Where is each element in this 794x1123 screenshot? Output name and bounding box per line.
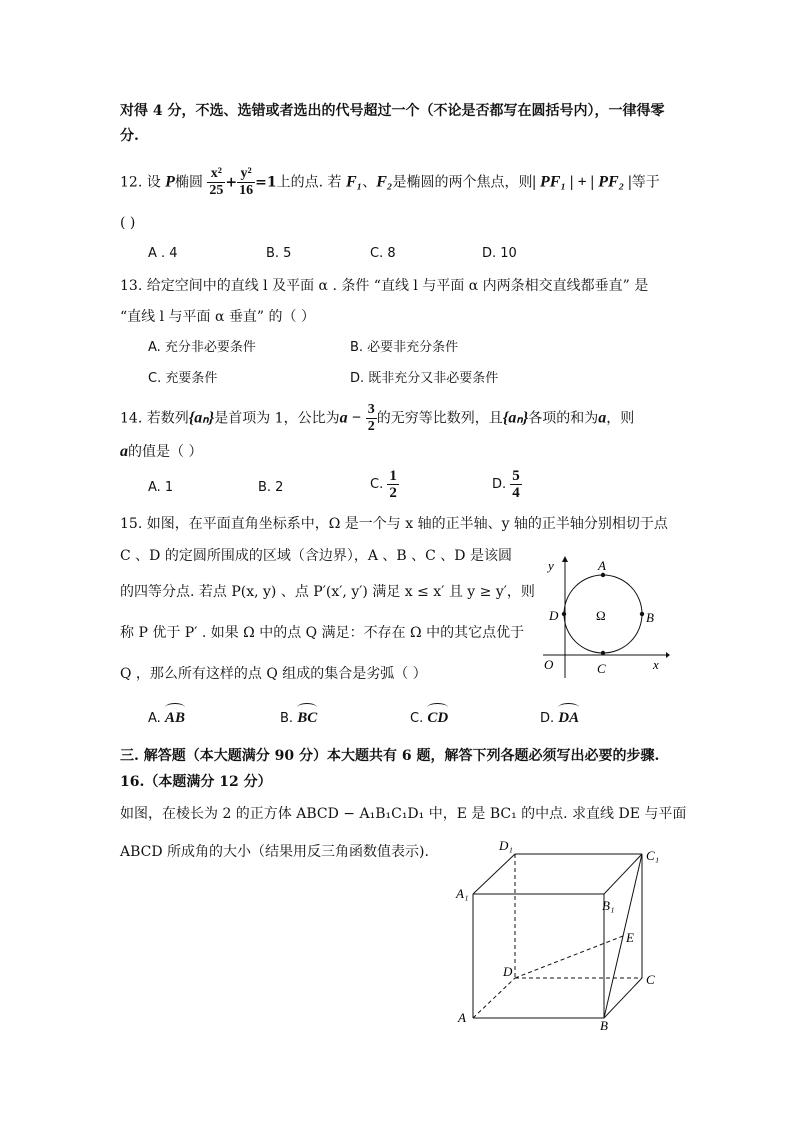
label-b: B (646, 610, 654, 625)
label-b: B (600, 1018, 608, 1033)
label-d: D (503, 964, 513, 979)
point-b (640, 612, 644, 616)
label-y: y (548, 558, 554, 573)
q13-line-2: “直线 l 与平面 α 垂直” 的（ ） (120, 309, 315, 325)
x-axis-arrow-icon (666, 652, 670, 658)
intro-line-2: 分. (120, 128, 139, 144)
intro-line-1: 对得 4 分，不选、选错或者选出的代号超过一个（不论是否都写在圆括号内），一律得零 (120, 103, 665, 119)
label-d: D (549, 608, 559, 623)
q12-option-c: C. 8 (370, 246, 396, 261)
q12-option-d: D. 10 (482, 246, 517, 261)
label-c: C (646, 972, 655, 987)
q13-option-d: D. 既非充分又非必要条件 (350, 371, 499, 386)
q15-circle-figure (540, 552, 670, 682)
q12-option-b: B. 5 (266, 246, 292, 261)
q14-option-b: B. 2 (258, 480, 284, 495)
y-axis-arrow-icon (562, 556, 568, 562)
q14-option-a: A. 1 (148, 480, 174, 495)
q14-line-2: a的值是（ ） (120, 443, 203, 460)
edge-a1d1 (473, 854, 515, 894)
q15-option-b: B. BC (280, 710, 318, 726)
label-a: A (598, 558, 606, 573)
q15-option-d: D. DA (540, 710, 580, 726)
q15-line-3: 的四等分点. 若点 P(x, y) 、点 P′(x′, y′) 满足 x ≤ x′ 且 y ≥ y′，则 (120, 584, 535, 600)
label-x: x (653, 657, 659, 672)
q14-stem: 14. 若数列{aₙ}是首项为 1，公比为a − $\frac{3}{2}$ 的无穷等比数列，且{aₙ}各项的和为a，则 (120, 402, 635, 434)
q12-paren: ( ) (120, 215, 136, 231)
q14-option-d: D. $\frac{5}{4}$ (492, 468, 520, 501)
q15-line-4: 称 P 优于 P′ . 如果 Ω 中的点 Q 满足：不存在 Ω 中的其它点优于 (120, 625, 525, 641)
edge-bc (604, 978, 642, 1018)
q13-option-c: C. 充要条件 (148, 371, 218, 386)
q15-option-a: A. AB (148, 710, 185, 726)
q12-stem: 12. 设 P椭圆 $\frac{\text{x²}}{25}$ + $\frac{\text{y²}}{16}$ =1上的点. 若 F₁、F₂是椭圆的两个焦点，则| PF₁ | + | PF₂ |等于 (120, 166, 660, 198)
label-a: A (458, 1010, 466, 1025)
label-e: E (626, 930, 634, 945)
point-a (601, 573, 605, 577)
label-o: O (544, 657, 554, 672)
edge-ad-hidden (473, 978, 515, 1018)
q15-line-2: C 、D 的定圆所围成的区域（含边界），A 、B 、C 、D 是该圆 (120, 548, 512, 564)
q12-option-a: A . 4 (148, 246, 178, 261)
q16-line-1: 如图，在棱长为 2 的正方体 ABCD − A₁B₁C₁D₁ 中，E 是 BC₁ 的中点. 求直线 DE 与平面 (120, 806, 687, 822)
q15-option-c: C. CD (410, 710, 449, 726)
section3-title: 三. 解答题（本大题满分 90 分）本大题共有 6 题，解答下列各题必须写出必要的步骤. (120, 748, 660, 764)
q13-line-1: 13. 给定空间中的直线 l 及平面 α . 条件 “直线 l 与平面 α 内两条相交直线都垂直” 是 (120, 278, 649, 294)
label-d1: D₁ (499, 838, 513, 853)
q15-line-1: 15. 如图，在平面直角坐标系中，Ω 是一个与 x 轴的正半轴、y 轴的正半轴分别相切于点 (120, 516, 668, 532)
q12-frac-x: $\frac{\text{x²}}{25}$ (209, 166, 224, 198)
point-c (601, 651, 605, 655)
q16-cube-figure (450, 838, 670, 1038)
segment-de-hidden (515, 936, 623, 978)
point-d (562, 612, 566, 616)
label-c: C (597, 661, 606, 676)
q15-line-5: Q ，那么所有这样的点 Q 组成的集合是劣弧（ ） (120, 666, 427, 682)
label-b1: B₁ (602, 898, 615, 913)
label-a1: A₁ (456, 886, 469, 901)
label-c1: C₁ (646, 848, 660, 863)
q16-line-2: ABCD 所成角的大小（结果用反三角函数值表示). (120, 844, 429, 860)
q13-option-a: A. 充分非必要条件 (148, 340, 256, 355)
label-omega: Ω (596, 608, 606, 623)
edge-b1c1 (604, 854, 642, 894)
q16-title: 16.（本题满分 12 分） (120, 774, 272, 790)
q12-frac-y: $\frac{\text{y²}}{16}$ (239, 166, 254, 198)
q14-option-c: C. $\frac{1}{2}$ (370, 468, 397, 501)
q14-frac-ratio: $\frac{3}{2}$ (367, 402, 375, 434)
q13-option-b: B. 必要非充分条件 (350, 340, 459, 355)
